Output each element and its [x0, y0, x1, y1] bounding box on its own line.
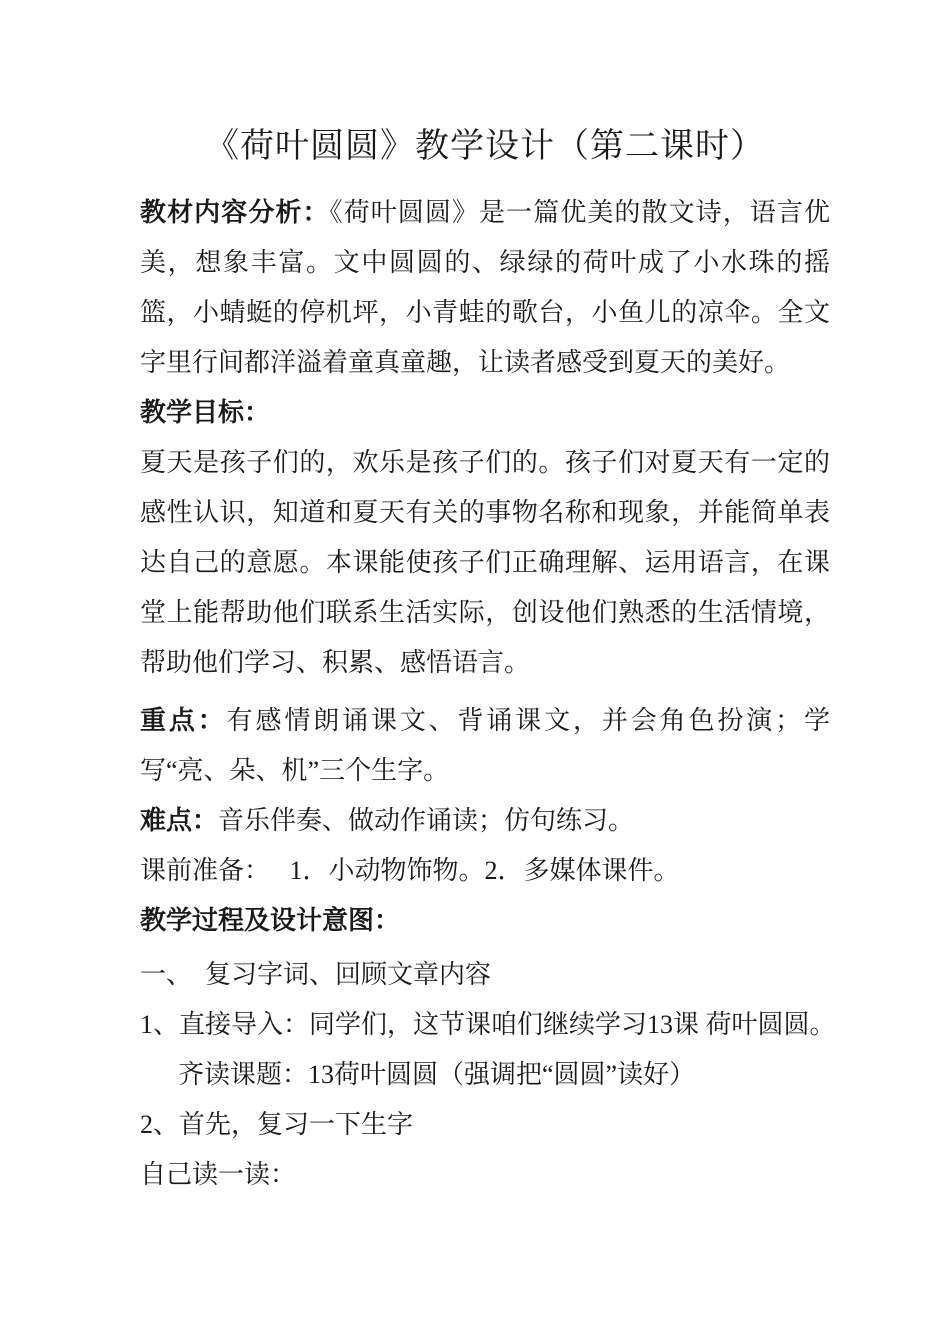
difficult-points-label: 难点：	[140, 806, 219, 835]
paragraph-key-points	[140, 696, 830, 796]
paragraph-objectives-body: 夏天是孩子们的，欢乐是孩子们的。孩子们对夏天有一定的感性认识，知道和夏天有关的事物名称和现象，并能简单表达自己的意愿。本课能使孩子们正确理解、运用语言，在课堂上能帮助他们联系生活实际，创设他们熟悉的生活情境，帮助他们学习、积累、感悟语言。	[140, 448, 830, 677]
list-item-step-1: 1、直接导入：同学们，这节课咱们继续学习13课 荷叶圆圆。	[140, 1010, 836, 1039]
difficult-points-text: 音乐伴奏、做动作诵读；仿句练习。	[218, 806, 635, 835]
paragraph-content-analysis	[140, 188, 830, 388]
key-points-label: 重点：	[140, 706, 227, 735]
heading-teaching-objectives: 教学目标：	[140, 398, 271, 427]
paragraph-preparation: 课前准备： 1．小动物饰物。2．多媒体课件。	[140, 856, 680, 885]
paragraph-read-yourself: 自己读一读：	[140, 1160, 297, 1189]
content-analysis-text: 《荷叶圆圆》是一篇优美的散文诗，语言优美，想象丰富。文中圆圆的、绿绿的荷叶成了小水珠的摇篮，小蜻蜓的停机坪，小青蛙的歌台，小鱼儿的凉伞。全文字里行间都洋溢着童真童趣，让读者感受到夏天的美好。	[140, 198, 830, 377]
heading-teaching-process: 教学过程及设计意图：	[140, 906, 401, 935]
document-title: 《荷叶圆圆》教学设计（第二课时）	[205, 128, 765, 165]
list-item-read-title: 齐读课题：13荷叶圆圆（强调把“圆圆”读好）	[178, 1060, 696, 1089]
list-item-step-2: 2、首先，复习一下生字	[140, 1110, 414, 1139]
document-content	[140, 122, 836, 1200]
content-analysis-label: 教材内容分析：	[140, 198, 330, 227]
list-item-section-one: 一、 复习字词、回顾文章内容	[140, 960, 492, 989]
paragraph-difficult-points	[140, 796, 830, 846]
key-points-text: 有感情朗诵课文、背诵课文，并会角色扮演；学写“亮、朵、机”三个生字。	[140, 706, 830, 785]
